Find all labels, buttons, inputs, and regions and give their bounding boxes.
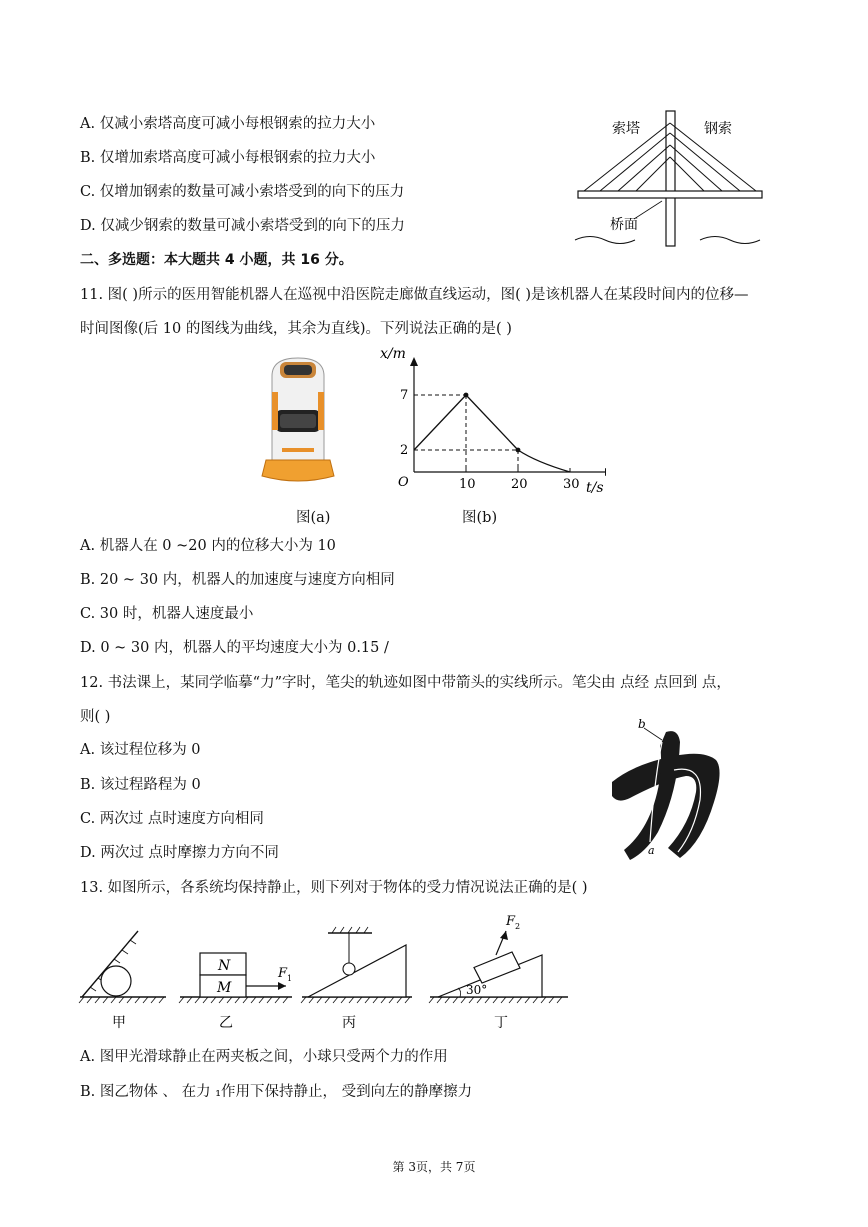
q10-option-d: D. 仅减少钢索的数量可减小索塔受到的向下的压力 [80, 218, 405, 234]
q13-force-figures [76, 905, 576, 1030]
series-segment-curve [518, 450, 570, 472]
y-tick-label: 7 [400, 388, 409, 403]
section-title: 二、多选题：本大题共 4 小题，共 16 分。 [80, 252, 353, 268]
figure-jia [79, 931, 166, 1030]
q13-option-a: A. 图甲光滑球静止在两夹板之间，小球只受两个力的作用 [80, 1049, 448, 1065]
x-tick-label: 10 [459, 477, 476, 492]
x-tick-label: 20 [511, 477, 528, 492]
fig-b-caption: 图(b) [462, 510, 498, 526]
label-n: N [218, 958, 231, 974]
label-f1-sub: 1 [287, 974, 293, 983]
q12-option-b: B. 该过程路程为 0 [80, 777, 201, 793]
y-axis-arrow [410, 357, 418, 366]
label-cable: 钢索 [704, 121, 732, 137]
chart-ylabel: x/m [380, 346, 406, 362]
label-f1: F [278, 966, 288, 981]
data-point [464, 393, 469, 398]
label-deck: 桥面 [610, 217, 638, 233]
chart-xlabel: t/s [586, 480, 604, 496]
fig-a-caption: 图(a) [296, 510, 331, 526]
q12-option-c: C. 两次过 点时速度方向相同 [80, 811, 264, 827]
figure-yi [179, 953, 292, 1030]
q11-option-a: A. 机器人在 0 ~20 内的位移大小为 10 [80, 538, 336, 554]
q10-option-c: C. 仅增加钢索的数量可减小索塔受到的向下的压力 [80, 184, 405, 200]
label-jia: 甲 [112, 1015, 126, 1030]
q12-stem-line2: 则( ) [80, 709, 111, 725]
page-footer: 第 3页，共 7页 [392, 1160, 476, 1174]
q11-option-b: B. 20 ~ 30 内，机器人的加速度与速度方向相同 [80, 572, 395, 588]
x-tick-label: 30 [563, 477, 580, 492]
chart-origin: O [398, 475, 409, 490]
label-m: M [217, 980, 232, 996]
q10-option-a: A. 仅减小索塔高度可减小每根钢索的拉力大小 [80, 116, 376, 132]
q10-option-b: B. 仅增加索塔高度可减小每根钢索的拉力大小 [80, 150, 376, 166]
q12-stem-line1: 12. 书法课上，某同学临摹“力”字时，笔尖的轨迹如图中带箭头的实线所示。笔尖由 点经 点回到 点， [80, 675, 731, 691]
series-segment-fall [466, 395, 518, 450]
figure-bing [301, 927, 412, 1030]
q13-stem: 13. 如图所示，各系统均保持静止，则下列对于物体的受力情况说法正确的是( ) [80, 880, 588, 896]
label-f2: F [506, 914, 516, 929]
label-angle: 30° [466, 983, 488, 997]
label-yi: 乙 [219, 1015, 233, 1030]
q13-option-b: B. 图乙物体 、 在力 ₁作用下保持静止， 受到向左的静摩擦力 [80, 1084, 473, 1100]
fig-label-a: a [648, 844, 655, 857]
label-tower: 索塔 [612, 121, 640, 137]
label-bing: 丙 [342, 1015, 356, 1030]
q12-option-d: D. 两次过 点时摩擦力方向不同 [80, 845, 279, 861]
robot-image [258, 352, 338, 492]
q11-option-d: D. 0 ~ 30 内，机器人的平均速度大小为 0.15 / [80, 640, 389, 656]
displacement-time-chart [376, 340, 606, 500]
label-ding: 丁 [494, 1015, 508, 1030]
cable-stayed-bridge-figure [570, 105, 770, 250]
y-tick-label: 2 [400, 443, 409, 458]
series-segment-rise [414, 395, 466, 450]
q11-option-c: C. 30 时，机器人速度最小 [80, 606, 254, 622]
q11-stem-line1: 11. 图( )所示的医用智能机器人在巡视中沿医院走廊做直线运动，图( )是该机器人在某段时间内的位移— [80, 287, 749, 303]
x-axis-arrow [605, 468, 606, 476]
q12-option-a: A. 该过程位移为 0 [80, 742, 201, 758]
fig-label-b: b [638, 717, 646, 731]
label-f2-sub: 2 [515, 922, 521, 931]
calligraphy-li-figure [604, 712, 734, 862]
q11-stem-line2: 时间图像(后 10 的图线为曲线，其余为直线)。下列说法正确的是( ) [80, 321, 512, 337]
data-point [516, 448, 521, 453]
figure-ding [429, 914, 568, 1030]
